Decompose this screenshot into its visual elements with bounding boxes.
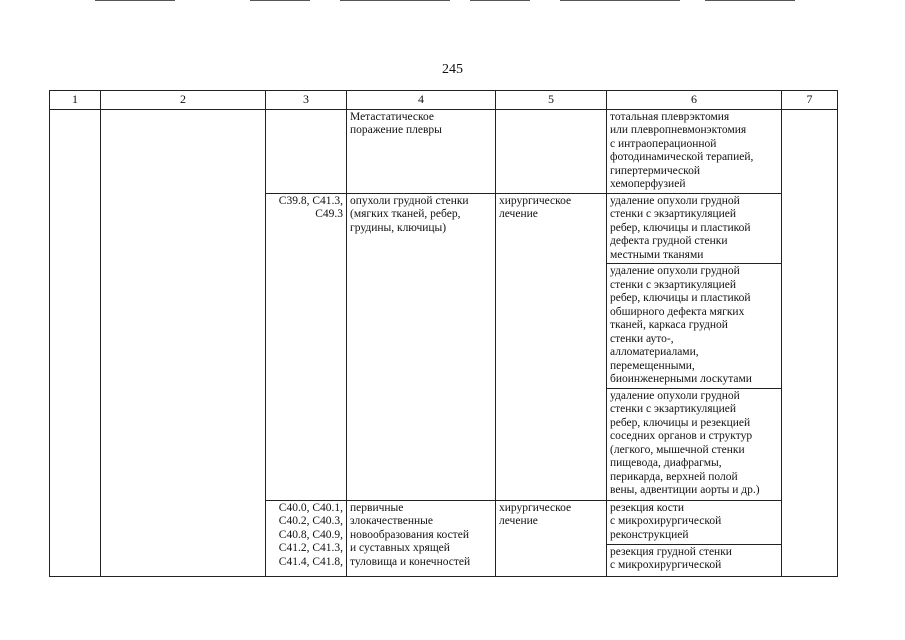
cell-col2 [101, 109, 266, 576]
cell-method: удаление опухоли грудной стенки с экзартикуляцией ребер, ключицы и пластикой обширного дефекта мягких тканей, каркаса грудной стенки ауто-, алломатериалами, перемещенными, биоинженерными лоскутами [607, 264, 782, 389]
cell-col1 [50, 109, 101, 576]
table-row [50, 109, 838, 193]
cell-col7 [782, 109, 838, 576]
cell-treatment: хирургическое лечение [496, 500, 607, 576]
cell-codes: C39.8, C41.3, C49.3 [266, 193, 347, 500]
cell-method: удаление опухоли грудной стенки с экзартикуляцией ребер, ключицы и пластикой дефекта грудной стенки местными тканями [607, 193, 782, 264]
column-header-4: 4 [347, 91, 496, 110]
cell-treatment: хирургическое лечение [496, 193, 607, 500]
cell-diagnosis: первичные злокачественные новообразования костей и суставных хрящей туловища и конечностей [347, 500, 496, 576]
cell-treatment [496, 109, 607, 193]
column-number-row [50, 91, 838, 110]
column-header-3: 3 [266, 91, 347, 110]
scan-edge-line [560, 0, 680, 1]
scan-edge-line [250, 0, 310, 1]
page-number: 245 [442, 62, 463, 77]
scan-edge-line [95, 0, 175, 1]
scan-edge-line [340, 0, 450, 1]
document-table [49, 90, 838, 577]
scan-edge-line [470, 0, 530, 1]
cell-method: удаление опухоли грудной стенки с экзартикуляцией ребер, ключицы и резекцией соседних органов и структур (легкого, мышечной стенки пищевода, диафрагмы, перикарда, верхней полой вены, адвентиции аорты и др.) [607, 388, 782, 500]
cell-method: тотальная плеврэктомия или плевропневмонэктомия с интраоперационной фотодинамической терапией, гипертермической хемоперфузией [607, 109, 782, 193]
column-header-6: 6 [607, 91, 782, 110]
cell-method: резекция кости с микрохирургической реконструкцией [607, 500, 782, 544]
cell-method: резекция грудной стенки с микрохирургической [607, 544, 782, 576]
column-header-5: 5 [496, 91, 607, 110]
cell-diagnosis: Метастатическое поражение плевры [347, 109, 496, 193]
column-header-7: 7 [782, 91, 838, 110]
column-header-2: 2 [101, 91, 266, 110]
cell-codes [266, 109, 347, 193]
column-header-1: 1 [50, 91, 101, 110]
cell-diagnosis: опухоли грудной стенки (мягких тканей, ребер, грудины, ключицы) [347, 193, 496, 500]
scan-edge-line [705, 0, 795, 1]
cell-codes: C40.0, C40.1, C40.2, C40.3, C40.8, C40.9, C41.2, C41.3, C41.4, C41.8, [266, 500, 347, 576]
